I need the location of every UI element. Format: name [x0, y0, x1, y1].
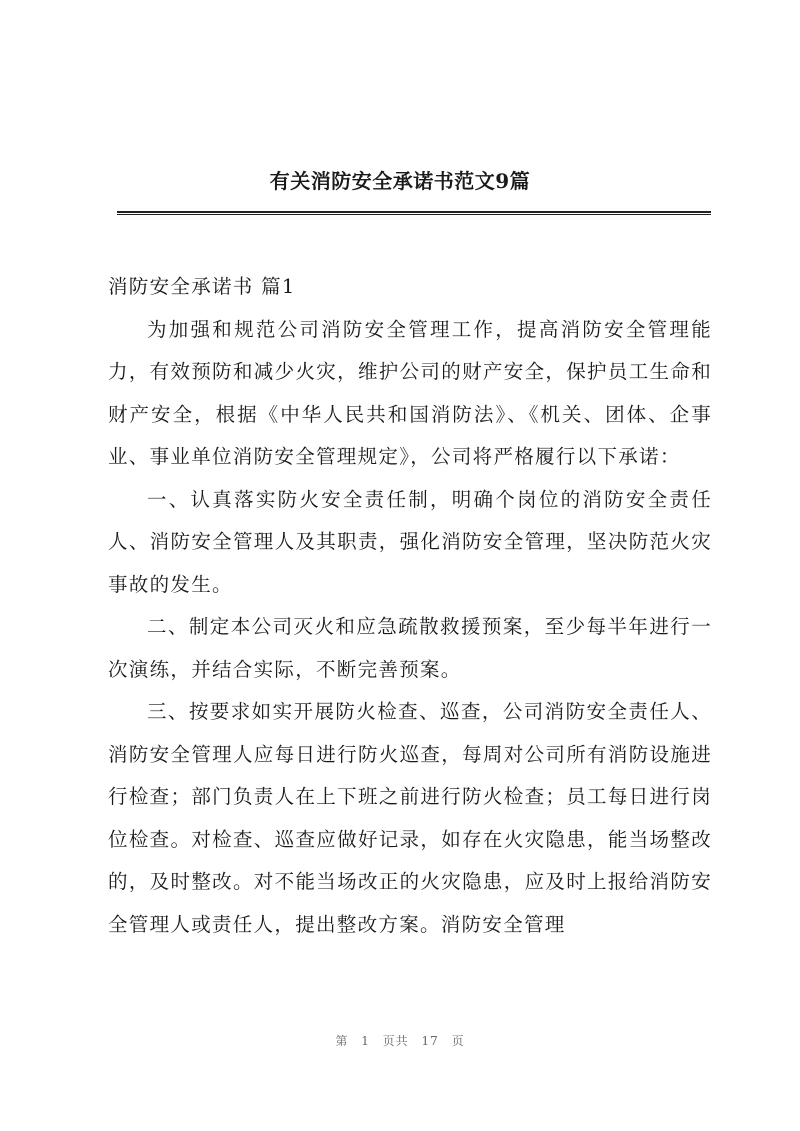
paragraph-intro: 为加强和规范公司消防安全管理工作，提高消防安全管理能力，有效预防和减少火灾，维护公司的财产安全，保护员工生命和财产安全，根据《中华人民共和国消防法》、《机关、团体、企事业、事业单位消防安全管理规定》，公司将严格履行以下承诺： [108, 317, 712, 468]
section-heading: 消防安全承诺书 篇1 [108, 275, 296, 298]
paragraph-item-2: 二、制定本公司灭火和应急疏散救援预案，至少每半年进行一次演练，并结合实际，不断完善预案。 [108, 615, 712, 681]
footer-label-total-prefix: 页共 [382, 1034, 409, 1048]
page-footer [0, 1032, 800, 1049]
document-body [108, 266, 712, 946]
footer-current-page: 1 [361, 1034, 370, 1048]
title-divider [117, 211, 711, 215]
footer-label-page: 第 [335, 1034, 349, 1048]
document-title: 有关消防安全承诺书范文9篇 [269, 169, 531, 193]
footer-label-total-suffix: 页 [451, 1034, 465, 1048]
paragraph-item-1: 一、认真落实防火安全责任制，明确个岗位的消防安全责任人、消防安全管理人及其职责，强化消防安全管理，坚决防范火灾事故的发生。 [108, 487, 712, 596]
footer-total-pages: 17 [421, 1034, 439, 1048]
paragraph-item-3: 三、按要求如实开展防火检查、巡查，公司消防安全责任人、消防安全管理人应每日进行防火巡查，每周对公司所有消防设施进行检查；部门负责人在上下班之前进行防火检查；员工每日进行岗位检查。对检查、巡查应做好记录，如存在火灾隐患，能当场整改的，及时整改。对不能当场改正的火灾隐患，应及时上报给消防安全管理人或责任人，提出整改方案。消防安全管理 [108, 700, 712, 936]
